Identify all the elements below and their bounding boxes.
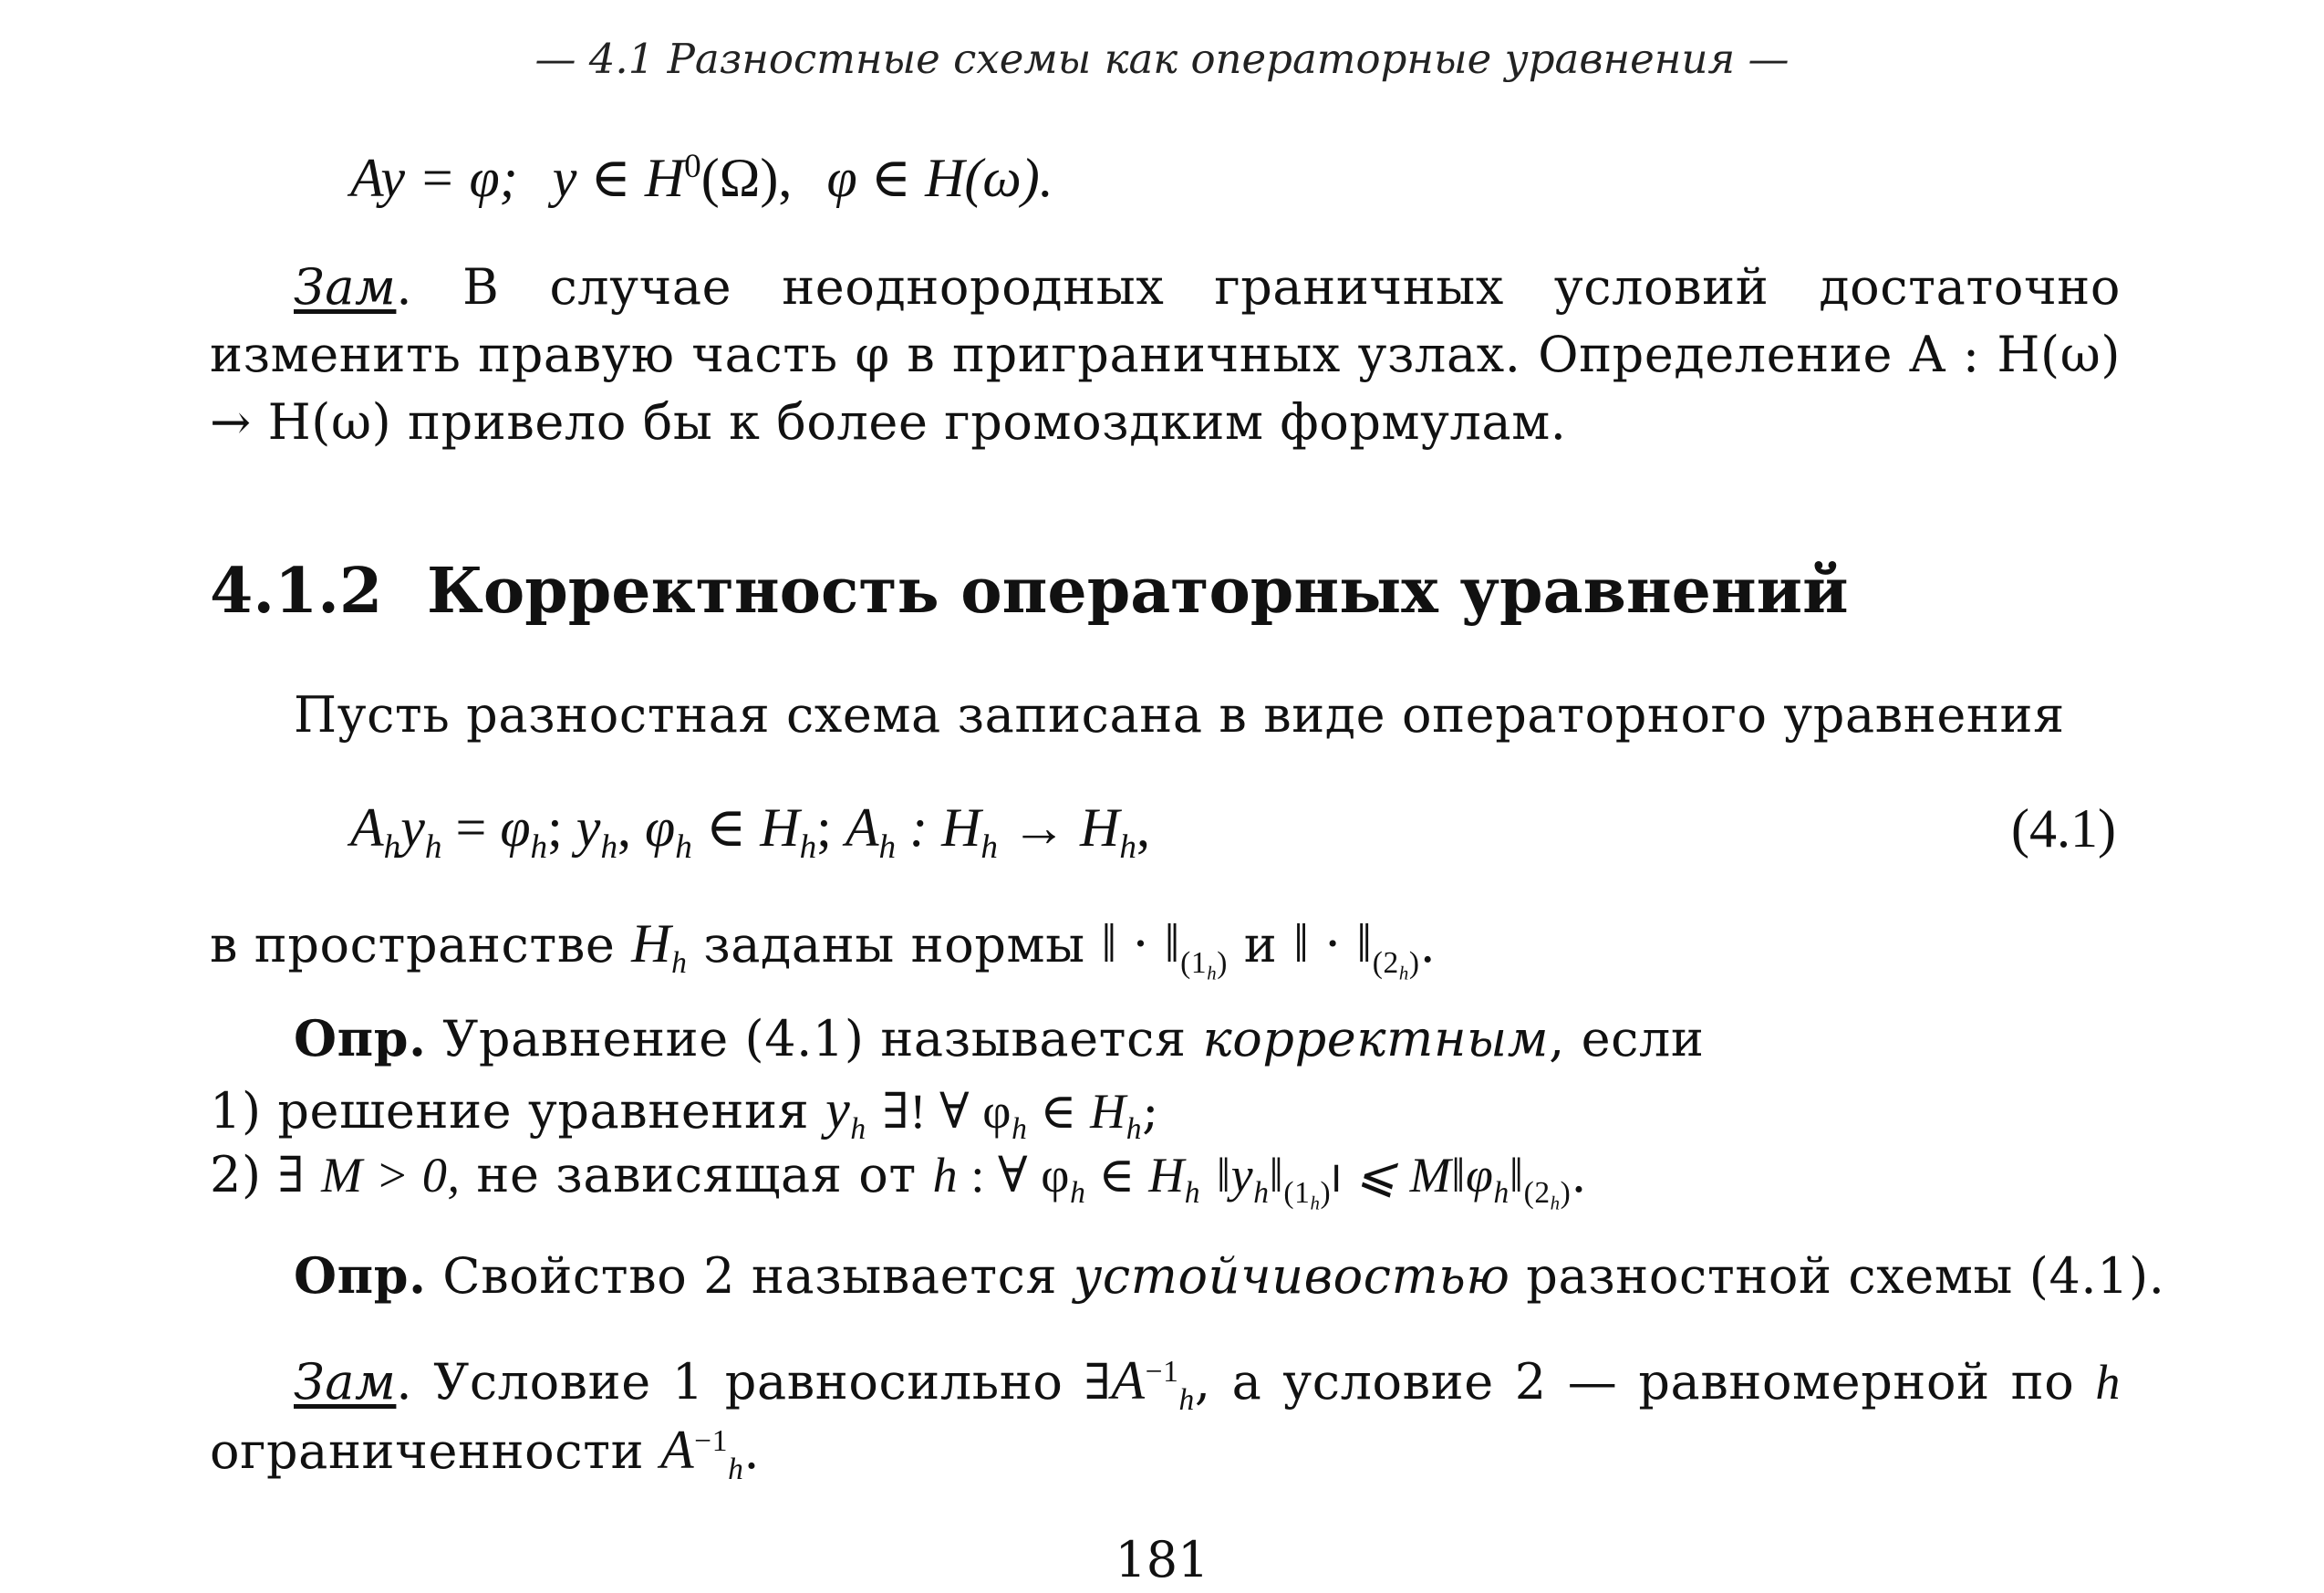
def2-text1: Свойство 2 называется — [426, 1247, 1074, 1305]
eq-top-phi: φ ∈ H(ω). — [826, 148, 1053, 208]
norms-line — [210, 912, 1437, 984]
eq41-in: ∈ H — [691, 797, 800, 858]
eq41-sep: ; — [547, 797, 576, 858]
remark-1 — [210, 254, 2121, 456]
equation-top — [350, 146, 1053, 210]
remark-2-text1: . Условие 1 равносильно ∃ — [396, 1353, 1112, 1411]
equation-number: (4.1) — [2011, 798, 2116, 859]
item1-math: ∃! ∀ φ — [882, 1084, 1012, 1139]
norms-mid: заданы нормы — [703, 916, 1085, 974]
eq41-end: , — [1136, 797, 1150, 858]
remark-label: Зам — [294, 258, 397, 316]
norm-2-sub: (2 — [1372, 945, 1399, 980]
item2-h: h — [932, 1148, 959, 1203]
item1-y: y — [825, 1079, 851, 1140]
definition-1-item-2: 2) ∃ M > 0, не зависящая от h : ∀ $\varphi_h$ ∈ $H_h$ $‖y_h‖_{(1_h)}I$ ⩽ $M‖\varphi_h‖_{(2_h)}$. — [210, 1146, 1588, 1214]
item1-prefix: 1) решение уравнения — [210, 1082, 810, 1140]
remark-2-sup2: −1 — [694, 1424, 729, 1458]
definition-1-item-1 — [210, 1078, 1159, 1146]
item2-prefix: 2) ∃ — [210, 1146, 306, 1203]
running-header: — 4.1 Разностные схемы как операторные уравнения — — [534, 35, 1790, 83]
remark-2-h-var: h — [2095, 1355, 2122, 1410]
remark-2 — [210, 1347, 2121, 1485]
remark-text: . В случае неоднородных граничных условий достаточно изменить правую часть φ в приграничных узлах. Определение A : H(ω) → H(ω) привело бы к более громоздким формулам. — [210, 258, 2121, 451]
item2-sub-h4: h — [1493, 1175, 1510, 1210]
eq41-colon: : H — [896, 797, 981, 858]
item2-y: y — [1230, 1148, 1254, 1203]
definition-label: Опр. — [294, 1009, 427, 1067]
def1-text2: , если — [1549, 1010, 1705, 1067]
item2-sub-h: h — [1070, 1175, 1086, 1210]
section-title: Корректность операторных уравнений — [427, 555, 1849, 628]
def2-text2: разностной схемы (4.1). — [1510, 1247, 2165, 1305]
eq41-h: h — [600, 828, 618, 866]
eq41-A2: A — [845, 797, 879, 858]
eq41-A: A — [350, 797, 384, 858]
norm-2-close: ) — [1408, 945, 1420, 980]
item2-colon: : ∀ φ — [958, 1148, 1071, 1203]
eq41-phi: φ — [500, 797, 531, 858]
norms-and: и — [1243, 916, 1278, 974]
item1-in: ∈ H — [1027, 1084, 1126, 1139]
norm-1-h: h — [1207, 963, 1218, 984]
norm-1-sub: (1 — [1180, 945, 1208, 980]
def1-term: корректным — [1202, 1010, 1550, 1067]
item2-norm2-sub: (2 — [1523, 1175, 1551, 1210]
section-heading — [210, 555, 1849, 628]
eq-top-lhs: Ay = φ; — [350, 148, 518, 208]
eq-top-y: y ∈ H — [552, 148, 685, 208]
remark-2-text2: , а условие 2 — равномерной по — [1194, 1353, 2096, 1411]
remark-2-label: Зам — [294, 1353, 397, 1411]
norms-h: h — [671, 945, 688, 980]
section-number: 4.1.2 — [210, 555, 383, 628]
remark-2-end: . — [743, 1422, 761, 1480]
eq41-h: h — [799, 828, 817, 866]
item2-leq: ⩽ M‖φ — [1342, 1148, 1494, 1203]
remark-2-A: A — [1111, 1350, 1146, 1411]
eq41-h: h — [530, 828, 548, 866]
eq41-h: h — [675, 828, 692, 866]
item2-text: не зависящая от — [460, 1146, 933, 1203]
norm-2: ‖ · ‖ — [1293, 913, 1373, 974]
def2-term: устойчивостью — [1073, 1247, 1510, 1305]
item1-h2: h — [1012, 1111, 1028, 1146]
item1-h: h — [850, 1111, 866, 1146]
item2-sub-h2: h — [1184, 1175, 1201, 1210]
definition-1 — [294, 1009, 1705, 1067]
item2-M: M > 0, — [321, 1148, 461, 1203]
norm-2-h: h — [1398, 963, 1409, 984]
eq41-h: h — [424, 828, 442, 866]
eq41-comma: , — [617, 797, 646, 858]
item2-end: . — [1571, 1146, 1588, 1203]
eq41-arrow: → H — [998, 797, 1120, 858]
eq41-eq: = — [441, 797, 501, 858]
eq41-y2: y — [576, 797, 601, 858]
eq41-h: h — [980, 828, 998, 866]
eq-top-sup: 0 — [684, 148, 701, 185]
item2-norm1-sub: (1 — [1283, 1175, 1311, 1210]
item1-h3: h — [1126, 1111, 1143, 1146]
definition-2 — [294, 1246, 2165, 1305]
eq-top-omega: (Ω), — [700, 148, 793, 208]
remark-2-A2: A — [659, 1420, 695, 1480]
def1-text1: Уравнение (4.1) называется — [426, 1010, 1203, 1067]
item2-norm1-h: h — [1310, 1193, 1321, 1214]
item2-norm2-close: ) — [1560, 1175, 1572, 1210]
text-cursor-icon: I — [1331, 1159, 1343, 1201]
remark-2-h2: h — [728, 1452, 744, 1486]
norms-prefix: в пространстве — [210, 916, 616, 974]
item2-norm2-h: h — [1550, 1193, 1561, 1214]
item2-norm1-close: ) — [1320, 1175, 1332, 1210]
page-number: 181 — [1115, 1531, 1209, 1588]
remark-2-text3: ограниченности — [210, 1422, 660, 1480]
norm-1: ‖ · ‖ — [1101, 913, 1181, 974]
remark-2-h: h — [1178, 1382, 1195, 1417]
eq41-y: y — [400, 797, 425, 858]
norms-H: H — [631, 913, 672, 974]
item1-end: ; — [1142, 1082, 1159, 1140]
eq41-h: h — [1119, 828, 1136, 866]
eq41-sep2: ; — [816, 797, 846, 858]
eq41-h: h — [878, 828, 897, 866]
intro-paragraph: Пусть разностная схема записана в виде операторного уравнения — [294, 686, 2065, 744]
norms-end: . — [1419, 916, 1437, 974]
eq41-phi2: φ — [645, 797, 676, 858]
equation-4-1 — [350, 796, 1150, 866]
item2-in: ∈ H — [1085, 1148, 1185, 1203]
item2-sub-h3: h — [1253, 1175, 1270, 1210]
norm-1-close: ) — [1217, 945, 1228, 980]
remark-2-sup: −1 — [1145, 1355, 1179, 1389]
definition-2-label: Опр. — [294, 1246, 427, 1305]
eq41-h: h — [383, 828, 401, 866]
